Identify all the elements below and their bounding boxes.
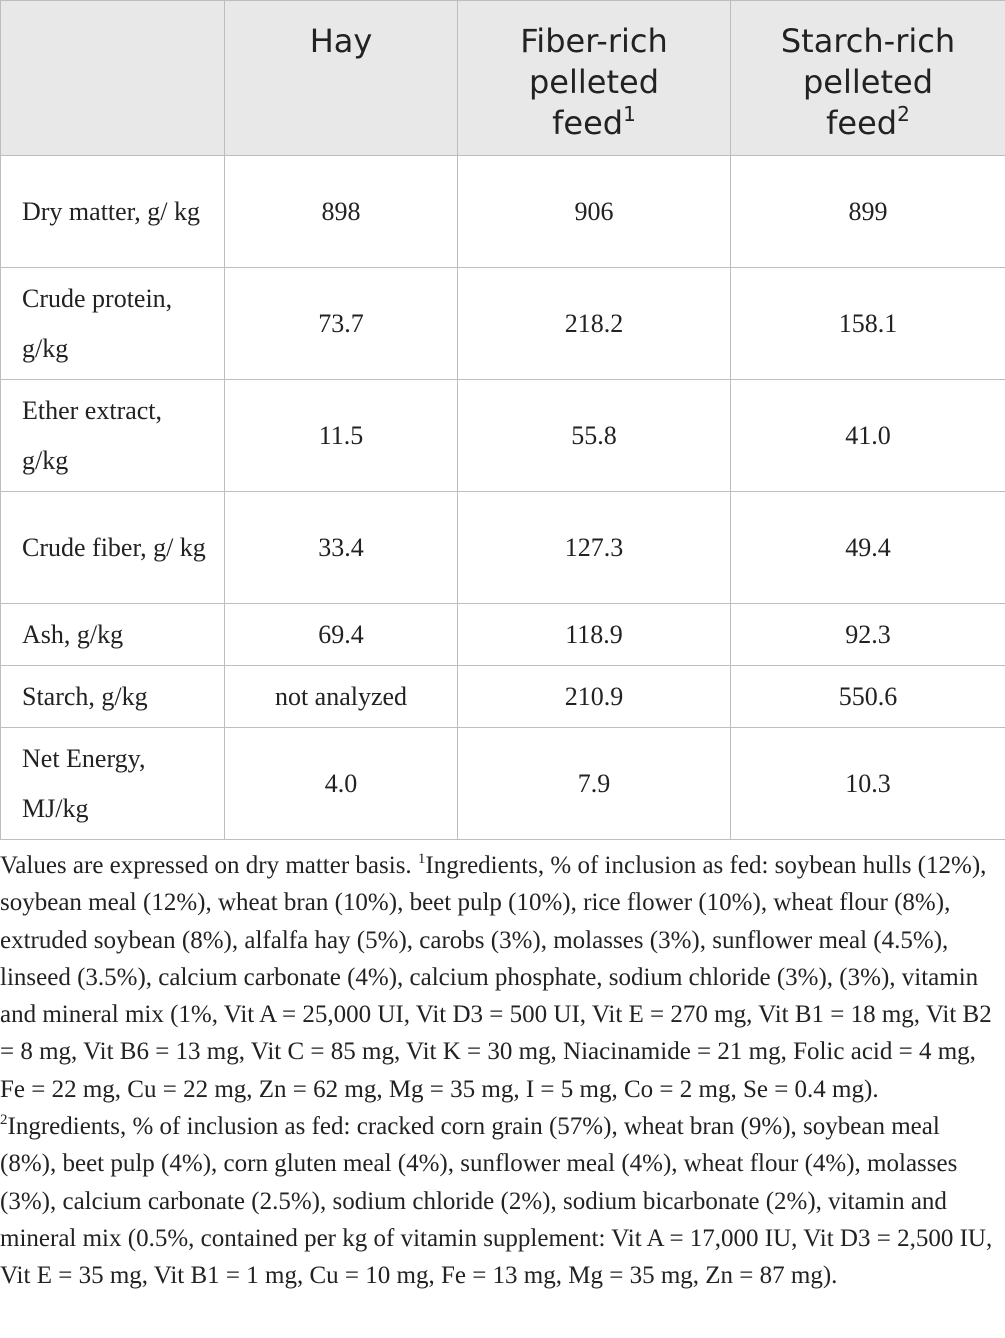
- cell-hay: 69.4: [225, 604, 458, 666]
- row-label: Starch, g/kg: [1, 666, 225, 728]
- footnote-marker-2: 2: [897, 102, 910, 126]
- row-label: Ash, g/kg: [1, 604, 225, 666]
- row-label: Crude protein, g/kg: [1, 268, 225, 380]
- table-header: [1, 1, 1005, 156]
- cell-fiber-rich: 127.3: [458, 492, 731, 604]
- row-label: Net Energy, MJ/kg: [1, 728, 225, 840]
- cell-fiber-rich: 210.9: [458, 666, 731, 728]
- table-row-net-energy: [1, 728, 1005, 840]
- cell-starch-rich: 158.1: [731, 268, 1005, 380]
- cell-fiber-rich: 906: [458, 156, 731, 268]
- footnote-marker-1: 1: [623, 102, 636, 126]
- header-cell-fiber-rich: Fiber-rich pelleted feed$^1$: [458, 1, 731, 156]
- header-cell-empty: [1, 1, 225, 156]
- cell-fiber-rich: 218.2: [458, 268, 731, 380]
- row-label: Crude fiber, g/ kg: [1, 492, 225, 604]
- footnote-mark-2: 2: [0, 1112, 8, 1129]
- table-row-crude-fiber: [1, 492, 1005, 604]
- table-row-crude-protein: [1, 268, 1005, 380]
- table-row-dry-matter: [1, 156, 1005, 268]
- cell-fiber-rich: 7.9: [458, 728, 731, 840]
- cell-starch-rich: 92.3: [731, 604, 1005, 666]
- footnote-intro: Values are expressed on dry matter basis.: [0, 852, 418, 879]
- cell-hay: not analyzed: [225, 666, 458, 728]
- table-footnote: [0, 847, 1002, 1295]
- cell-starch-rich: 10.3: [731, 728, 1005, 840]
- row-label: Ether extract, g/kg: [1, 380, 225, 492]
- cell-starch-rich: 49.4: [731, 492, 1005, 604]
- table-row-ether-extract: [1, 380, 1005, 492]
- header-cell-starch-rich: Starch-rich pelleted feed$^2$: [731, 1, 1005, 156]
- row-label: Dry matter, g/ kg: [1, 156, 225, 268]
- cell-starch-rich: 550.6: [731, 666, 1005, 728]
- table-row-ash: [1, 604, 1005, 666]
- table-body: [1, 156, 1005, 840]
- cell-hay: 73.7: [225, 268, 458, 380]
- cell-hay: 898: [225, 156, 458, 268]
- cell-starch-rich: 899: [731, 156, 1005, 268]
- header-row: [1, 1, 1005, 156]
- cell-fiber-rich: 118.9: [458, 604, 731, 666]
- cell-hay: 33.4: [225, 492, 458, 604]
- cell-hay: 11.5: [225, 380, 458, 492]
- header-cell-hay: Hay: [225, 1, 458, 156]
- cell-fiber-rich: 55.8: [458, 380, 731, 492]
- footnote-note-1: Ingredients, % of inclusion as fed: soybean hulls (12%), soybean meal (12%), wheat bran (10%), beet pulp (10%), rice flower (10%), wheat flour (8%), extruded soybean (8%), alfalfa hay (5%), carobs (3%), molasses (3%), sunflower meal (4.5%), linseed (3.5%), calcium carbonate (4%), calcium phosphate, sodium chloride (3%), (3%), vitamin and mineral mix (1%, Vit A = 25,000 UI, Vit D3 = 500 UI, Vit E = 270 mg, Vit B1 = 18 mg, Vit B2 = 8 mg, Vit B6 = 13 mg, Vit C = 85 mg, Vit K = 30 mg, Niacinamide = 21 mg, Folic acid = 4 mg, Fe = 22 mg, Cu = 22 mg, Zn = 62 mg, Mg = 35 mg, I = 5 mg, Co = 2 mg, Se = 0.4 mg).: [0, 852, 992, 1103]
- footnote-mark-1: 1: [417, 851, 426, 867]
- table-row-starch: [1, 666, 1005, 728]
- cell-hay: 4.0: [225, 728, 458, 840]
- footnote-note-2: Ingredients, % of inclusion as fed: cracked corn grain (57%), wheat bran (9%), soybean meal (8%), beet pulp (4%), corn gluten meal (4%), sunflower meal (4%), wheat flour (4%), molasses (3%), calcium carbonate (2.5%), sodium chloride (2%), sodium bicarbonate (2%), vitamin and mineral mix (0.5%, contained per kg of vitamin supplement: Vit A = 17,000 IU, Vit D3 = 2,500 IU, Vit E = 35 mg, Vit B1 = 1 mg, Cu = 10 mg, Fe = 13 mg, Mg = 35 mg, Zn = 87 mg).: [0, 1113, 993, 1290]
- cell-starch-rich: 41.0: [731, 380, 1005, 492]
